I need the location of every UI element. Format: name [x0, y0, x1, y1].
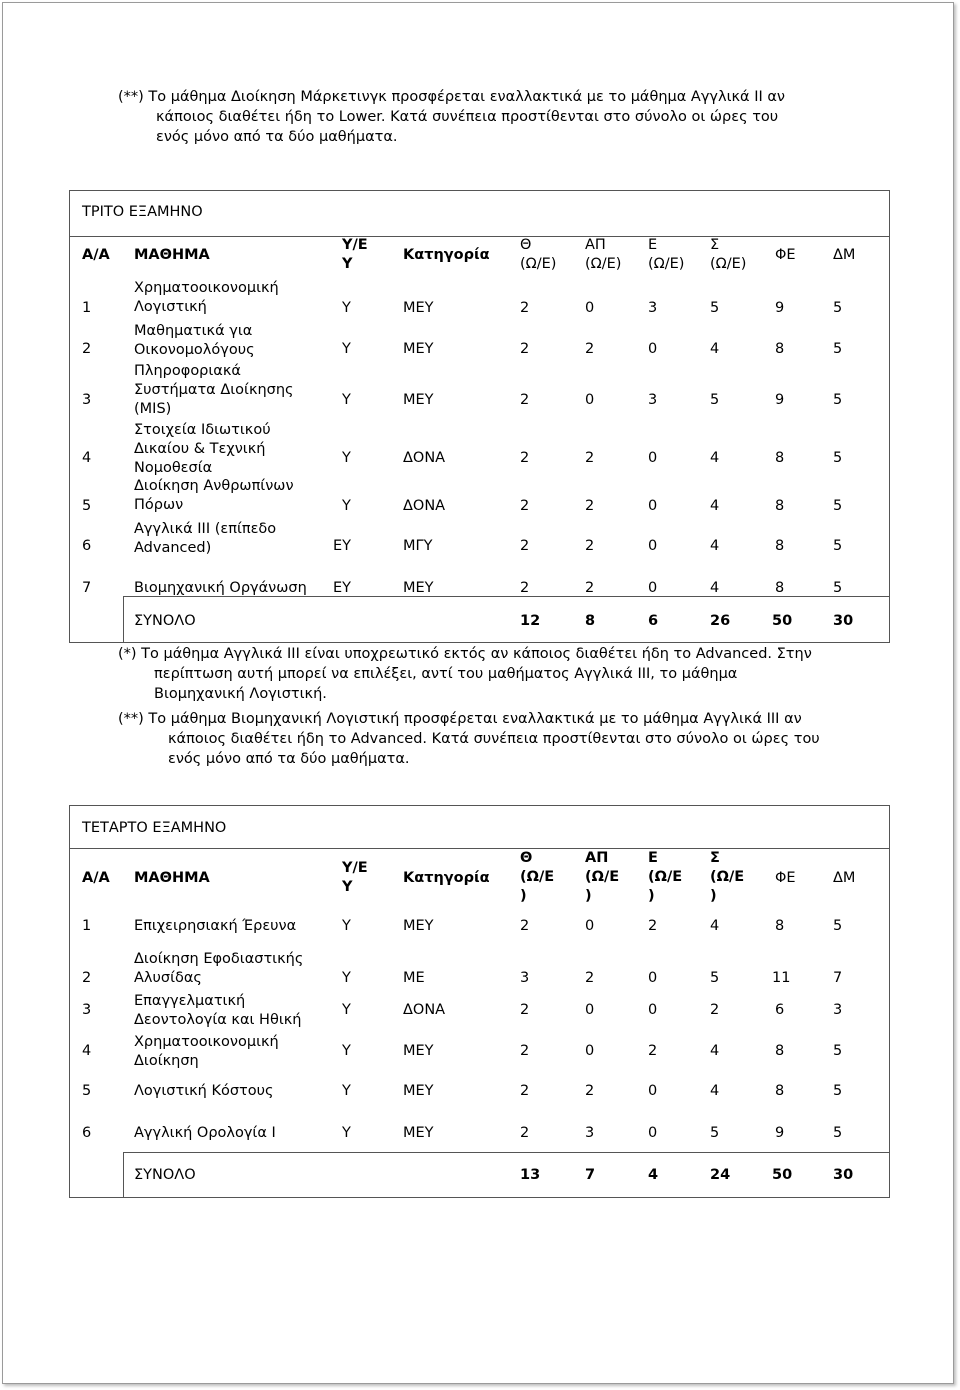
course-category: ΔΟΝΑ: [403, 498, 446, 514]
hours-e: 0: [648, 580, 658, 596]
third-header-th: [520, 236, 556, 274]
hours-th: 2: [520, 392, 530, 408]
hours-dm: 5: [833, 580, 843, 596]
fourth-header-fe: ΦΕ: [775, 870, 796, 886]
fourth-header-e: [648, 849, 682, 906]
hours-fe: 8: [775, 450, 785, 466]
hours-s: 5: [710, 1125, 720, 1141]
hours-e: 3: [648, 300, 658, 316]
course-name: Βιομηχανική Οργάνωση: [134, 580, 307, 596]
fourth-header-course: ΜΑΘΗΜΑ: [134, 870, 210, 886]
hours-s: 4: [710, 1083, 720, 1099]
hours-dm: 5: [833, 538, 843, 554]
hours-ap: 2: [585, 538, 595, 554]
hours-s: 4: [710, 450, 720, 466]
hours-dm: 5: [833, 1043, 843, 1059]
hours-th: 2: [520, 538, 530, 554]
hours-e: 2: [648, 918, 658, 934]
third-header-ap-line2: (Ω/Ε): [585, 256, 622, 272]
third-semester-title: ΤΡΙΤΟ ΕΞΑΜΗΝΟ: [82, 204, 203, 220]
third-header-s-line1: Σ: [710, 237, 720, 253]
hours-th: 2: [520, 580, 530, 596]
fourth-total-ap: 7: [585, 1167, 596, 1183]
third-note-2-line: ενός μόνο από τα δύο μαθήματα.: [168, 751, 410, 767]
hours-fe: 8: [775, 580, 785, 596]
hours-fe: 8: [775, 341, 785, 357]
third-total-label: ΣΥΝΟΛΟ: [134, 613, 196, 629]
course-name-line1: Διοίκηση Εφοδιαστικής: [134, 951, 304, 967]
hours-th: 2: [520, 918, 530, 934]
fourth-header-ap-line3: ): [585, 888, 592, 904]
course-type: Υ: [342, 1002, 351, 1018]
fourth-header-ye-line2: Υ: [342, 879, 353, 895]
third-note-1-line: Βιομηχανική Λογιστική.: [154, 686, 327, 702]
top-note-line: ενός μόνο από τα δύο μαθήματα.: [156, 129, 398, 145]
fourth-total-th: 13: [520, 1167, 541, 1183]
hours-fe: 9: [775, 1125, 785, 1141]
hours-e: 0: [648, 538, 658, 554]
table-row-number: 2: [82, 970, 92, 986]
fourth-header-th-line3: ): [520, 888, 527, 904]
hours-e: 0: [648, 1083, 658, 1099]
hours-fe: 9: [775, 392, 785, 408]
third-header-dm: ΔΜ: [833, 247, 856, 263]
hours-dm: 5: [833, 1083, 843, 1099]
fourth-header-ap-line1: ΑΠ: [585, 850, 609, 866]
third-header-ap: [585, 236, 621, 274]
hours-dm: 3: [833, 1002, 843, 1018]
top-note: [118, 87, 878, 147]
course-name-line2: Συστήματα Διοίκησης: [134, 382, 294, 398]
table-row-number: 1: [82, 918, 92, 934]
third-total-th: 12: [520, 613, 541, 629]
hours-e: 0: [648, 341, 658, 357]
course-category: ΜΕΥ: [403, 918, 434, 934]
fourth-title-divider: [69, 848, 890, 849]
third-header-th-line1: Θ: [520, 237, 532, 253]
course-type: Υ: [342, 970, 351, 986]
hours-ap: 2: [585, 580, 595, 596]
hours-ap: 0: [585, 392, 595, 408]
third-note-1-line: περίπτωση αυτή μπορεί να επιλέξει, αντί του μαθήματος Αγγλικά ΙΙΙ, το μάθημα: [154, 666, 738, 682]
hours-th: 2: [520, 341, 530, 357]
fourth-total-fe: 50: [772, 1167, 793, 1183]
course-name-line1: Αγγλικά ΙΙΙ (επίπεδο: [134, 521, 277, 537]
hours-s: 5: [710, 392, 720, 408]
third-header-ap-line1: ΑΠ: [585, 237, 606, 253]
hours-s: 4: [710, 341, 720, 357]
table-row-number: 4: [82, 1043, 92, 1059]
course-type: Υ: [342, 1125, 351, 1141]
hours-dm: 5: [833, 300, 843, 316]
table-row-number: 2: [82, 341, 92, 357]
hours-fe: 6: [775, 1002, 785, 1018]
third-note-2: [118, 709, 898, 769]
fourth-semester-title: ΤΕΤΑΡΤΟ ΕΞΑΜΗΝΟ: [82, 820, 227, 836]
course-name-line2: Διοίκηση: [134, 1053, 199, 1069]
hours-th: 2: [520, 1083, 530, 1099]
hours-fe: 9: [775, 300, 785, 316]
third-note-2-line: (**) Το μάθημα Βιομηχανική Λογιστική προσφέρεται εναλλακτικά με το μάθημα Αγγλικά ΙΙΙ αν: [118, 711, 802, 727]
course-name-line1: Διοίκηση Ανθρωπίνων: [134, 478, 294, 494]
hours-fe: 11: [772, 970, 791, 986]
hours-ap: 2: [585, 970, 595, 986]
course-category: ΜΕΥ: [403, 341, 434, 357]
fourth-header-ap-line2: (Ω/Ε: [585, 869, 620, 885]
hours-ap: 0: [585, 300, 595, 316]
course-category: ΜΕ: [403, 970, 425, 986]
fourth-total-vline: [123, 1152, 124, 1198]
hours-e: 0: [648, 498, 658, 514]
hours-th: 2: [520, 1043, 530, 1059]
hours-ap: 0: [585, 918, 595, 934]
hours-e: 2: [648, 1043, 658, 1059]
hours-fe: 8: [775, 1043, 785, 1059]
course-name: Αγγλική Ορολογία Ι: [134, 1125, 276, 1141]
third-header-e: [648, 236, 684, 274]
course-name-line2: Πόρων: [134, 497, 184, 513]
hours-ap: 2: [585, 1083, 595, 1099]
fourth-header-th-line2: (Ω/Ε: [520, 869, 555, 885]
hours-ap: 2: [585, 450, 595, 466]
third-header-th-line2: (Ω/Ε): [520, 256, 557, 272]
course-type: Υ: [342, 450, 351, 466]
third-header-course: ΜΑΘΗΜΑ: [134, 247, 210, 263]
hours-th: 2: [520, 1002, 530, 1018]
hours-e: 0: [648, 1125, 658, 1141]
course-name-line2: Advanced): [134, 540, 212, 556]
fourth-header-e-line1: Ε: [648, 850, 658, 866]
course-name-line1: Επαγγελματική: [134, 993, 246, 1009]
hours-th: 2: [520, 300, 530, 316]
hours-dm: 5: [833, 341, 843, 357]
fourth-header-ye-line1: Υ/Ε: [342, 860, 368, 876]
third-header-ye-line1: Υ/Ε: [342, 237, 368, 253]
third-note-1: [118, 644, 898, 704]
hours-ap: 2: [585, 498, 595, 514]
fourth-header-dm: ΔΜ: [833, 870, 856, 886]
third-note-1-line: (*) Το μάθημα Αγγλικά ΙΙΙ είναι υποχρεωτικό εκτός αν κάποιος διαθέτει ήδη το Advanced. Στην: [118, 646, 812, 662]
third-title-divider: [69, 236, 890, 237]
fourth-header-s-line1: Σ: [710, 850, 720, 866]
table-row-number: 3: [82, 1002, 92, 1018]
course-name-line1: Πληροφοριακά: [134, 363, 241, 379]
course-type: ΕΥ: [333, 580, 352, 596]
course-name-line1: Μαθηματικά για: [134, 323, 253, 339]
course-name: Επιχειρησιακή Έρευνα: [134, 918, 297, 934]
hours-s: 4: [710, 498, 720, 514]
fourth-header-s: [710, 849, 744, 906]
course-category: ΜΕΥ: [403, 1125, 434, 1141]
hours-fe: 8: [775, 918, 785, 934]
third-total-s: 26: [710, 613, 731, 629]
hours-e: 0: [648, 970, 658, 986]
table-row-number: 4: [82, 450, 92, 466]
top-note-line: (**) Το μάθημα Διοίκηση Μάρκετινγκ προσφέρεται εναλλακτικά με το μάθημα Αγγλικά II αν: [118, 89, 786, 105]
fourth-header-aa: Α/Α: [82, 870, 110, 886]
fourth-header-ye: [342, 859, 368, 897]
third-header-s: [710, 236, 746, 274]
fourth-header-th-line1: Θ: [520, 850, 533, 866]
course-name: Λογιστική Κόστους: [134, 1083, 274, 1099]
table-row-number: 3: [82, 392, 92, 408]
third-header-fe: ΦΕ: [775, 247, 796, 263]
third-total-ap: 8: [585, 613, 596, 629]
third-total-divider: [123, 596, 890, 597]
course-name-line2: Αλυσίδας: [134, 970, 202, 986]
hours-fe: 8: [775, 538, 785, 554]
third-note-2-line: κάποιος διαθέτει ήδη το Advanced. Κατά συνέπεια προστίθενται στο σύνολο οι ώρες του: [168, 731, 820, 747]
course-type: ΕΥ: [333, 538, 352, 554]
hours-th: 3: [520, 970, 530, 986]
third-header-s-line2: (Ω/Ε): [710, 256, 747, 272]
hours-e: 0: [648, 1002, 658, 1018]
table-row-number: 1: [82, 300, 92, 316]
hours-s: 4: [710, 1043, 720, 1059]
course-name-line2: Οικονομολόγους: [134, 342, 255, 358]
hours-fe: 8: [775, 1083, 785, 1099]
course-category: ΜΕΥ: [403, 1043, 434, 1059]
hours-dm: 5: [833, 1125, 843, 1141]
course-name-line3: Νομοθεσία: [134, 460, 213, 476]
course-category: ΜΕΥ: [403, 392, 434, 408]
course-type: Υ: [342, 498, 351, 514]
course-category: ΜΕΥ: [403, 1083, 434, 1099]
hours-dm: 5: [833, 450, 843, 466]
fourth-header-e-line3: ): [648, 888, 655, 904]
table-row-number: 6: [82, 538, 92, 554]
course-category: ΔΟΝΑ: [403, 1002, 446, 1018]
fourth-header-category: Κατηγορία: [403, 870, 490, 886]
hours-s: 4: [710, 580, 720, 596]
table-row-number: 7: [82, 580, 92, 596]
third-header-e-line2: (Ω/Ε): [648, 256, 685, 272]
course-name-line2: Δεοντολογία και Ηθική: [134, 1012, 302, 1028]
hours-e: 0: [648, 450, 658, 466]
course-type: Υ: [342, 341, 351, 357]
table-row-number: 5: [82, 498, 92, 514]
course-type: Υ: [342, 1083, 351, 1099]
top-note-line: κάποιος διαθέτει ήδη το Lower. Κατά συνέπεια προστίθενται στο σύνολο οι ώρες του: [156, 109, 779, 125]
third-total-e: 6: [648, 613, 659, 629]
fourth-total-dm: 30: [833, 1167, 854, 1183]
hours-fe: 8: [775, 498, 785, 514]
hours-e: 3: [648, 392, 658, 408]
fourth-total-divider: [123, 1152, 890, 1153]
course-category: ΜΕΥ: [403, 580, 434, 596]
hours-th: 2: [520, 450, 530, 466]
third-total-fe: 50: [772, 613, 793, 629]
table-row-number: 5: [82, 1083, 92, 1099]
course-type: Υ: [342, 300, 351, 316]
table-row-number: 6: [82, 1125, 92, 1141]
hours-ap: 2: [585, 341, 595, 357]
course-name-line2: Δικαίου & Τεχνική: [134, 441, 266, 457]
course-type: Υ: [342, 1043, 351, 1059]
hours-dm: 5: [833, 918, 843, 934]
third-header-ye-line2: Υ: [342, 256, 353, 272]
course-category: ΜΕΥ: [403, 300, 434, 316]
course-name-line1: Στοιχεία Ιδιωτικού: [134, 422, 271, 438]
course-category: ΔΟΝΑ: [403, 450, 446, 466]
hours-ap: 0: [585, 1043, 595, 1059]
hours-ap: 0: [585, 1002, 595, 1018]
fourth-total-label: ΣΥΝΟΛΟ: [134, 1167, 196, 1183]
fourth-total-s: 24: [710, 1167, 731, 1183]
fourth-header-s-line3: ): [710, 888, 717, 904]
hours-dm: 5: [833, 392, 843, 408]
third-total-vline: [123, 596, 124, 643]
fourth-header-ap: [585, 849, 619, 906]
hours-dm: 7: [833, 970, 843, 986]
hours-s: 4: [710, 538, 720, 554]
hours-dm: 5: [833, 498, 843, 514]
course-name-line3: (MIS): [134, 401, 172, 417]
course-name-line2: Λογιστική: [134, 299, 207, 315]
hours-th: 2: [520, 1125, 530, 1141]
course-name-line1: Χρηματοοικονομική: [134, 1034, 279, 1050]
hours-ap: 3: [585, 1125, 595, 1141]
hours-s: 2: [710, 1002, 720, 1018]
third-header-ye: [342, 236, 368, 274]
hours-s: 5: [710, 300, 720, 316]
third-header-aa: Α/Α: [82, 247, 110, 263]
hours-s: 5: [710, 970, 720, 986]
fourth-total-e: 4: [648, 1167, 659, 1183]
hours-s: 4: [710, 918, 720, 934]
hours-th: 2: [520, 498, 530, 514]
fourth-header-e-line2: (Ω/Ε: [648, 869, 683, 885]
course-type: Υ: [342, 392, 351, 408]
course-category: ΜΓΥ: [403, 538, 433, 554]
course-type: Υ: [342, 918, 351, 934]
fourth-header-s-line2: (Ω/Ε: [710, 869, 745, 885]
third-header-category: Κατηγορία: [403, 247, 490, 263]
third-header-e-line1: Ε: [648, 237, 658, 253]
fourth-header-th: [520, 849, 554, 906]
course-name-line1: Χρηματοοικονομική: [134, 280, 279, 296]
third-total-dm: 30: [833, 613, 854, 629]
